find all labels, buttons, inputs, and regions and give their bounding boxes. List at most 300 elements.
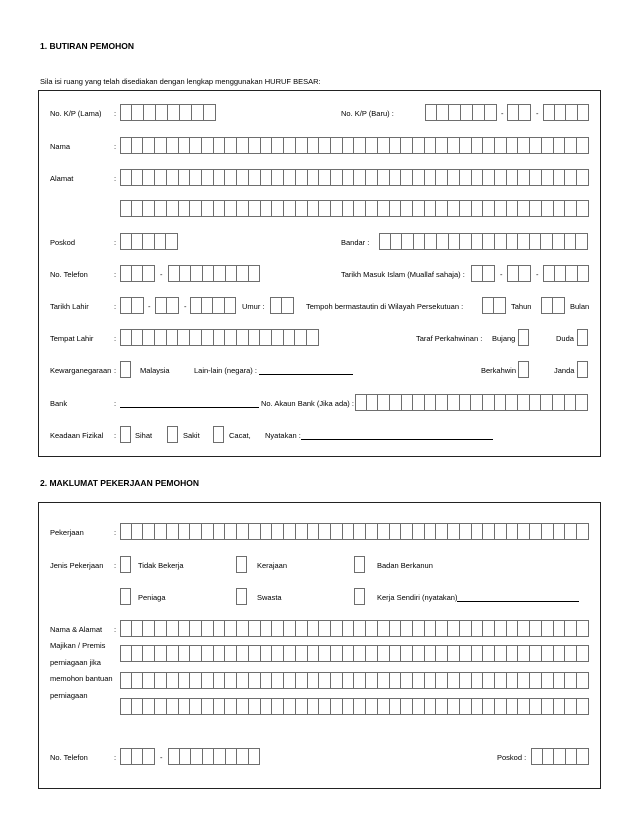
char-box[interactable] (483, 394, 495, 411)
char-box[interactable] (261, 200, 273, 217)
char-box[interactable] (190, 137, 202, 154)
char-box[interactable] (413, 698, 425, 715)
char-box[interactable] (577, 698, 589, 715)
char-box[interactable] (155, 698, 167, 715)
char-box[interactable] (506, 394, 518, 411)
char-box[interactable] (495, 394, 507, 411)
char-box[interactable] (390, 137, 402, 154)
char-box[interactable] (190, 200, 202, 217)
char-box[interactable] (249, 698, 261, 715)
char-box[interactable] (483, 200, 495, 217)
char-box[interactable] (413, 394, 425, 411)
char-box[interactable] (225, 672, 237, 689)
char-box[interactable] (483, 137, 495, 154)
kerja-sendiri-checkbox[interactable] (354, 588, 365, 605)
char-box[interactable] (554, 523, 566, 540)
char-box[interactable] (472, 137, 484, 154)
char-box[interactable] (214, 265, 226, 282)
islam-month-boxes[interactable] (507, 265, 531, 282)
char-box[interactable] (167, 169, 179, 186)
char-box[interactable] (343, 620, 355, 637)
char-box[interactable] (390, 698, 402, 715)
char-box[interactable] (460, 137, 472, 154)
char-box[interactable] (120, 523, 132, 540)
char-box[interactable] (483, 672, 495, 689)
char-box[interactable] (518, 523, 530, 540)
char-box[interactable] (354, 137, 366, 154)
char-box[interactable] (225, 523, 237, 540)
char-box[interactable] (237, 329, 249, 346)
char-box[interactable] (202, 297, 214, 314)
char-box[interactable] (191, 748, 203, 765)
char-box[interactable] (448, 200, 460, 217)
char-box[interactable] (425, 698, 437, 715)
char-box[interactable] (190, 169, 202, 186)
kerajaan-checkbox[interactable] (236, 556, 247, 573)
char-box[interactable] (225, 200, 237, 217)
alamat-boxes-1[interactable] (120, 169, 589, 186)
char-box[interactable] (472, 672, 484, 689)
telefon-prefix-boxes[interactable] (120, 265, 155, 282)
char-box[interactable] (425, 523, 437, 540)
char-box[interactable] (354, 169, 366, 186)
char-box[interactable] (378, 137, 390, 154)
char-box[interactable] (472, 200, 484, 217)
berkahwin-checkbox[interactable] (518, 361, 529, 378)
kp-baru-boxes-3[interactable] (543, 104, 589, 121)
majikan-boxes-3[interactable] (120, 672, 589, 689)
char-box[interactable] (204, 104, 216, 121)
char-box[interactable] (542, 698, 554, 715)
char-box[interactable] (472, 169, 484, 186)
char-box[interactable] (390, 200, 402, 217)
char-box[interactable] (542, 169, 554, 186)
char-box[interactable] (308, 200, 320, 217)
char-box[interactable] (308, 645, 320, 662)
char-box[interactable] (226, 265, 238, 282)
char-box[interactable] (554, 169, 566, 186)
char-box[interactable] (261, 698, 273, 715)
char-box[interactable] (436, 169, 448, 186)
char-box[interactable] (179, 137, 191, 154)
char-box[interactable] (577, 672, 589, 689)
char-box[interactable] (120, 297, 132, 314)
char-box[interactable] (565, 233, 577, 250)
char-box[interactable] (553, 233, 565, 250)
char-box[interactable] (401, 698, 413, 715)
char-box[interactable] (460, 698, 472, 715)
char-box[interactable] (331, 645, 343, 662)
char-box[interactable] (179, 200, 191, 217)
char-box[interactable] (143, 748, 155, 765)
char-box[interactable] (272, 200, 284, 217)
char-box[interactable] (132, 104, 144, 121)
char-box[interactable] (261, 523, 273, 540)
char-box[interactable] (261, 672, 273, 689)
char-box[interactable] (413, 169, 425, 186)
char-box[interactable] (319, 672, 331, 689)
char-box[interactable] (378, 394, 390, 411)
char-box[interactable] (495, 169, 507, 186)
char-box[interactable] (249, 620, 261, 637)
char-box[interactable] (553, 394, 565, 411)
char-box[interactable] (366, 620, 378, 637)
char-box[interactable] (518, 169, 530, 186)
char-box[interactable] (284, 523, 296, 540)
char-box[interactable] (354, 672, 366, 689)
char-box[interactable] (437, 104, 449, 121)
char-box[interactable] (554, 620, 566, 637)
char-box[interactable] (354, 620, 366, 637)
char-box[interactable] (296, 620, 308, 637)
sakit-checkbox[interactable] (167, 426, 178, 443)
char-box[interactable] (237, 169, 249, 186)
char-box[interactable] (495, 620, 507, 637)
char-box[interactable] (225, 297, 237, 314)
char-box[interactable] (203, 265, 215, 282)
char-box[interactable] (518, 233, 530, 250)
char-box[interactable] (132, 233, 144, 250)
char-box[interactable] (319, 645, 331, 662)
char-box[interactable] (554, 672, 566, 689)
char-box[interactable] (190, 297, 202, 314)
char-box[interactable] (448, 137, 460, 154)
char-box[interactable] (319, 523, 331, 540)
char-box[interactable] (132, 169, 144, 186)
char-box[interactable] (483, 620, 495, 637)
char-box[interactable] (425, 233, 437, 250)
sihat-checkbox[interactable] (120, 426, 131, 443)
char-box[interactable] (401, 523, 413, 540)
char-box[interactable] (167, 698, 179, 715)
char-box[interactable] (237, 200, 249, 217)
char-box[interactable] (214, 620, 226, 637)
char-box[interactable] (390, 645, 402, 662)
char-box[interactable] (237, 523, 249, 540)
char-box[interactable] (272, 620, 284, 637)
char-box[interactable] (180, 748, 192, 765)
char-box[interactable] (507, 645, 519, 662)
char-box[interactable] (261, 645, 273, 662)
char-box[interactable] (272, 137, 284, 154)
nyatakan-line[interactable] (301, 439, 493, 440)
char-box[interactable] (554, 698, 566, 715)
char-box[interactable] (414, 233, 426, 250)
char-box[interactable] (155, 233, 167, 250)
char-box[interactable] (143, 620, 155, 637)
char-box[interactable] (366, 645, 378, 662)
char-box[interactable] (155, 329, 167, 346)
char-box[interactable] (425, 645, 437, 662)
char-box[interactable] (214, 329, 226, 346)
char-box[interactable] (378, 523, 390, 540)
char-box[interactable] (436, 200, 448, 217)
char-box[interactable] (331, 200, 343, 217)
char-box[interactable] (296, 200, 308, 217)
char-box[interactable] (319, 698, 331, 715)
char-box[interactable] (167, 672, 179, 689)
char-box[interactable] (308, 620, 320, 637)
telefon-2-prefix-boxes[interactable] (120, 748, 155, 765)
char-box[interactable] (203, 748, 215, 765)
char-box[interactable] (401, 620, 413, 637)
char-box[interactable] (483, 523, 495, 540)
char-box[interactable] (485, 104, 497, 121)
char-box[interactable] (237, 137, 249, 154)
char-box[interactable] (366, 672, 378, 689)
char-box[interactable] (495, 233, 507, 250)
majikan-boxes-2[interactable] (120, 645, 589, 662)
char-box[interactable] (555, 104, 567, 121)
char-box[interactable] (507, 169, 519, 186)
char-box[interactable] (565, 645, 577, 662)
char-box[interactable] (272, 672, 284, 689)
char-box[interactable] (179, 523, 191, 540)
char-box[interactable] (343, 137, 355, 154)
peniaga-checkbox[interactable] (120, 588, 131, 605)
telefon-number-boxes[interactable] (168, 265, 260, 282)
char-box[interactable] (519, 265, 531, 282)
char-box[interactable] (156, 104, 168, 121)
char-box[interactable] (460, 394, 472, 411)
char-box[interactable] (202, 137, 214, 154)
char-box[interactable] (494, 297, 506, 314)
char-box[interactable] (178, 329, 190, 346)
char-box[interactable] (542, 200, 554, 217)
char-box[interactable] (180, 265, 192, 282)
char-box[interactable] (155, 200, 167, 217)
char-box[interactable] (190, 698, 202, 715)
char-box[interactable] (190, 645, 202, 662)
char-box[interactable] (577, 748, 589, 765)
char-box[interactable] (413, 645, 425, 662)
char-box[interactable] (225, 169, 237, 186)
char-box[interactable] (249, 137, 261, 154)
char-box[interactable] (577, 137, 589, 154)
char-box[interactable] (554, 748, 566, 765)
char-box[interactable] (331, 698, 343, 715)
char-box[interactable] (576, 394, 588, 411)
char-box[interactable] (120, 645, 132, 662)
char-box[interactable] (577, 523, 589, 540)
char-box[interactable] (541, 233, 553, 250)
char-box[interactable] (120, 200, 132, 217)
char-box[interactable] (366, 169, 378, 186)
char-box[interactable] (565, 200, 577, 217)
char-box[interactable] (472, 645, 484, 662)
char-box[interactable] (308, 169, 320, 186)
tempoh-tahun-boxes[interactable] (482, 297, 506, 314)
char-box[interactable] (225, 137, 237, 154)
char-box[interactable] (237, 748, 249, 765)
char-box[interactable] (132, 265, 144, 282)
char-box[interactable] (190, 523, 202, 540)
char-box[interactable] (495, 672, 507, 689)
char-box[interactable] (518, 672, 530, 689)
char-box[interactable] (225, 329, 237, 346)
char-box[interactable] (261, 620, 273, 637)
char-box[interactable] (213, 297, 225, 314)
char-box[interactable] (343, 645, 355, 662)
umur-boxes[interactable] (270, 297, 294, 314)
char-box[interactable] (436, 645, 448, 662)
char-box[interactable] (331, 523, 343, 540)
char-box[interactable] (284, 329, 296, 346)
char-box[interactable] (413, 620, 425, 637)
akaun-boxes[interactable] (355, 394, 588, 411)
char-box[interactable] (543, 265, 555, 282)
char-box[interactable] (390, 394, 402, 411)
char-box[interactable] (495, 137, 507, 154)
char-box[interactable] (120, 137, 132, 154)
char-box[interactable] (507, 672, 519, 689)
poskod-2-boxes[interactable] (531, 748, 589, 765)
char-box[interactable] (261, 169, 273, 186)
char-box[interactable] (295, 329, 307, 346)
char-box[interactable] (565, 169, 577, 186)
char-box[interactable] (319, 169, 331, 186)
char-box[interactable] (214, 169, 226, 186)
char-box[interactable] (143, 265, 155, 282)
char-box[interactable] (354, 645, 366, 662)
char-box[interactable] (425, 200, 437, 217)
char-box[interactable] (132, 523, 144, 540)
char-box[interactable] (530, 645, 542, 662)
malaysia-checkbox[interactable] (120, 361, 131, 378)
char-box[interactable] (261, 137, 273, 154)
char-box[interactable] (483, 265, 495, 282)
char-box[interactable] (449, 233, 461, 250)
char-box[interactable] (354, 200, 366, 217)
char-box[interactable] (179, 620, 191, 637)
char-box[interactable] (366, 698, 378, 715)
char-box[interactable] (179, 698, 191, 715)
char-box[interactable] (518, 620, 530, 637)
char-box[interactable] (530, 698, 542, 715)
char-box[interactable] (577, 169, 589, 186)
char-box[interactable] (331, 169, 343, 186)
char-box[interactable] (518, 698, 530, 715)
char-box[interactable] (390, 672, 402, 689)
char-box[interactable] (436, 394, 448, 411)
char-box[interactable] (425, 137, 437, 154)
char-box[interactable] (144, 104, 156, 121)
char-box[interactable] (308, 698, 320, 715)
char-box[interactable] (249, 645, 261, 662)
char-box[interactable] (202, 200, 214, 217)
char-box[interactable] (530, 233, 542, 250)
nama-boxes[interactable] (120, 137, 589, 154)
kerja-sendiri-line[interactable] (457, 601, 579, 602)
char-box[interactable] (495, 523, 507, 540)
kp-baru-boxes-1[interactable] (425, 104, 497, 121)
char-box[interactable] (543, 104, 555, 121)
char-box[interactable] (143, 645, 155, 662)
char-box[interactable] (354, 698, 366, 715)
char-box[interactable] (167, 523, 179, 540)
char-box[interactable] (460, 233, 472, 250)
char-box[interactable] (190, 329, 202, 346)
char-box[interactable] (120, 104, 132, 121)
char-box[interactable] (554, 645, 566, 662)
char-box[interactable] (378, 698, 390, 715)
char-box[interactable] (565, 394, 577, 411)
char-box[interactable] (378, 169, 390, 186)
char-box[interactable] (366, 523, 378, 540)
char-box[interactable] (319, 200, 331, 217)
char-box[interactable] (460, 200, 472, 217)
char-box[interactable] (472, 523, 484, 540)
char-box[interactable] (401, 672, 413, 689)
char-box[interactable] (331, 137, 343, 154)
char-box[interactable] (425, 104, 437, 121)
char-box[interactable] (436, 523, 448, 540)
char-box[interactable] (530, 169, 542, 186)
char-box[interactable] (554, 137, 566, 154)
char-box[interactable] (436, 672, 448, 689)
char-box[interactable] (214, 523, 226, 540)
char-box[interactable] (192, 104, 204, 121)
char-box[interactable] (167, 200, 179, 217)
char-box[interactable] (413, 523, 425, 540)
char-box[interactable] (437, 233, 449, 250)
char-box[interactable] (284, 169, 296, 186)
char-box[interactable] (507, 698, 519, 715)
char-box[interactable] (331, 672, 343, 689)
badan-berkanun-checkbox[interactable] (354, 556, 365, 573)
char-box[interactable] (202, 523, 214, 540)
char-box[interactable] (413, 200, 425, 217)
char-box[interactable] (378, 620, 390, 637)
char-box[interactable] (343, 169, 355, 186)
char-box[interactable] (249, 672, 261, 689)
char-box[interactable] (448, 672, 460, 689)
char-box[interactable] (120, 620, 132, 637)
char-box[interactable] (448, 523, 460, 540)
char-box[interactable] (507, 265, 519, 282)
char-box[interactable] (343, 698, 355, 715)
char-box[interactable] (366, 200, 378, 217)
char-box[interactable] (284, 620, 296, 637)
char-box[interactable] (402, 394, 414, 411)
char-box[interactable] (308, 137, 320, 154)
char-box[interactable] (542, 137, 554, 154)
char-box[interactable] (120, 169, 132, 186)
char-box[interactable] (202, 329, 214, 346)
char-box[interactable] (378, 672, 390, 689)
char-box[interactable] (553, 297, 565, 314)
char-box[interactable] (143, 169, 155, 186)
char-box[interactable] (179, 645, 191, 662)
char-box[interactable] (214, 698, 226, 715)
char-box[interactable] (249, 200, 261, 217)
char-box[interactable] (319, 137, 331, 154)
char-box[interactable] (401, 137, 413, 154)
char-box[interactable] (530, 523, 542, 540)
char-box[interactable] (530, 137, 542, 154)
tempoh-bulan-boxes[interactable] (541, 297, 565, 314)
char-box[interactable] (425, 394, 437, 411)
char-box[interactable] (507, 104, 519, 121)
char-box[interactable] (225, 620, 237, 637)
char-box[interactable] (460, 169, 472, 186)
char-box[interactable] (296, 137, 308, 154)
char-box[interactable] (402, 233, 414, 250)
char-box[interactable] (472, 233, 484, 250)
char-box[interactable] (282, 297, 294, 314)
char-box[interactable] (367, 394, 379, 411)
char-box[interactable] (284, 672, 296, 689)
